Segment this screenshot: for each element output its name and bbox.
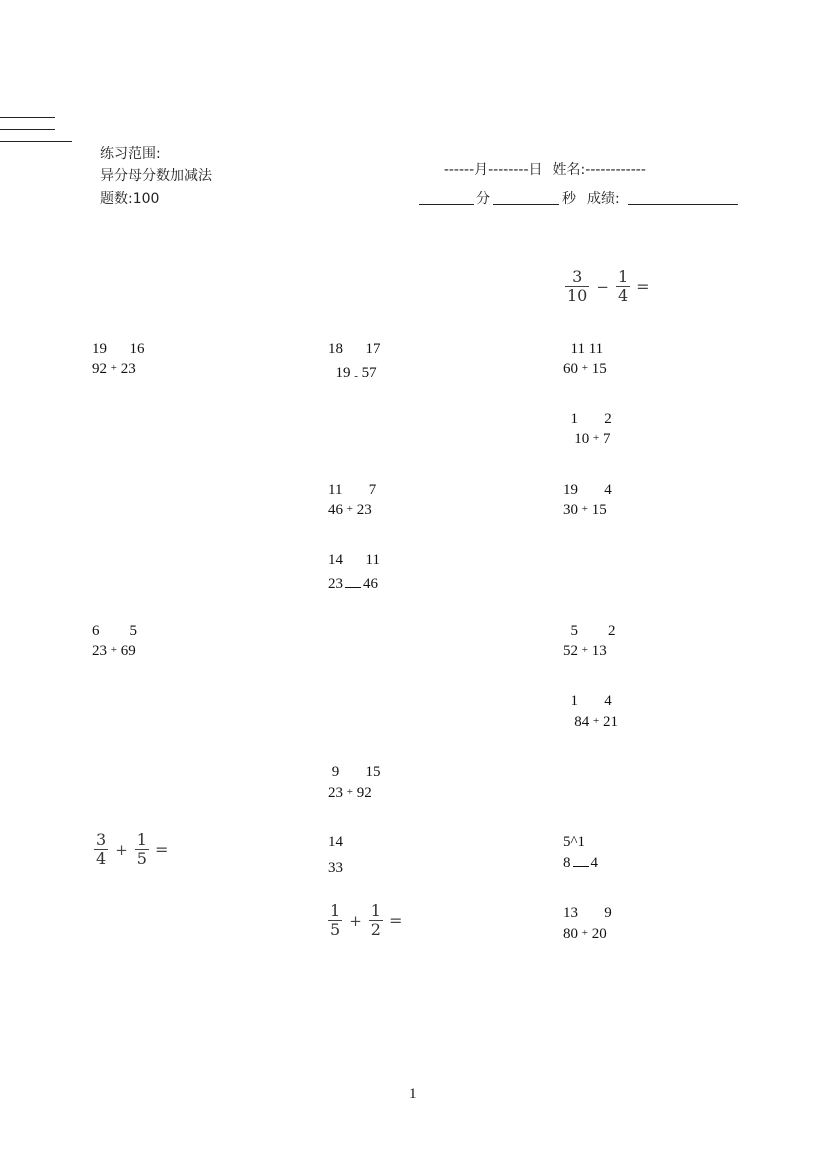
numerators-line: 5 2 bbox=[563, 623, 616, 639]
operator: + bbox=[349, 911, 362, 930]
denominator-a: 46 bbox=[328, 502, 343, 518]
numerators-line: 19 16 bbox=[92, 341, 145, 357]
denominators-line bbox=[563, 360, 607, 379]
equals-sign: = bbox=[154, 840, 169, 859]
numerators-line: 13 9 bbox=[563, 905, 612, 921]
equals-sign: = bbox=[636, 277, 650, 296]
day-blank: -------- bbox=[488, 162, 529, 178]
numerators-line: 6 5 bbox=[92, 623, 137, 639]
latex-problem bbox=[92, 831, 168, 868]
denominator-b: 69 bbox=[120, 643, 136, 659]
operator: + bbox=[110, 644, 117, 656]
denominators-line bbox=[563, 854, 598, 872]
numerator: 1 bbox=[330, 901, 341, 920]
operator: + bbox=[346, 786, 353, 798]
denominator-a: 80 bbox=[563, 926, 578, 942]
operator: + bbox=[581, 644, 588, 656]
day-label: 日 bbox=[528, 162, 543, 178]
denominator-b: 23 bbox=[356, 502, 372, 518]
operator: + bbox=[346, 503, 353, 515]
denominator-a: 19 bbox=[328, 365, 351, 381]
latex-problem bbox=[326, 902, 402, 939]
fraction bbox=[616, 268, 630, 305]
operator: + bbox=[581, 503, 588, 515]
denominator-b: 15 bbox=[591, 361, 607, 377]
page-number: 1 bbox=[409, 1086, 417, 1102]
numerators-line: 11 11 bbox=[563, 341, 604, 357]
corner-rule-1 bbox=[0, 117, 55, 118]
denominator-a: 8 bbox=[563, 855, 571, 871]
month-blank: ------ bbox=[443, 162, 475, 178]
numerators-line: 1 4 bbox=[563, 693, 612, 709]
denominator-a: 52 bbox=[563, 643, 578, 659]
denominator-b: 15 bbox=[591, 502, 607, 518]
numerators-line: 18 17 bbox=[328, 341, 381, 357]
denominator: 5 bbox=[136, 849, 147, 868]
operator: − bbox=[596, 277, 609, 296]
latex-problem bbox=[563, 268, 650, 305]
numerator: 3 bbox=[96, 830, 107, 849]
denominator-a: 23 bbox=[328, 785, 343, 801]
operator: + bbox=[593, 432, 600, 444]
denominator-a: 30 bbox=[563, 502, 578, 518]
denominators-line: 33 bbox=[328, 860, 343, 876]
denominator-a: 92 bbox=[92, 361, 107, 377]
denominator-b: 7 bbox=[602, 431, 611, 447]
denominator-b: 20 bbox=[591, 926, 607, 942]
minute-label: 分 bbox=[476, 191, 490, 207]
operator: + bbox=[110, 362, 117, 374]
denominators-line bbox=[92, 360, 136, 379]
denominator-b: 13 bbox=[591, 643, 607, 659]
score-blank bbox=[628, 204, 738, 205]
score-label: 成绩: bbox=[587, 191, 620, 207]
denominator-b: 23 bbox=[120, 361, 136, 377]
numerators-line: 14 11 bbox=[328, 552, 380, 568]
denominator-b: 57 bbox=[361, 365, 377, 381]
corner-rule-3 bbox=[0, 141, 72, 142]
denominator: 5 bbox=[330, 920, 341, 939]
numerator: 1 bbox=[617, 267, 629, 286]
denominators-line bbox=[328, 784, 372, 803]
denominator-a: 60 bbox=[563, 361, 578, 377]
denominator-b: 92 bbox=[356, 785, 372, 801]
denominator-a: 84 bbox=[563, 714, 590, 730]
denominator-b: 46 bbox=[363, 576, 378, 592]
denominator-a: 23 bbox=[328, 576, 343, 592]
fraction bbox=[135, 831, 149, 868]
answer-blank bbox=[345, 575, 361, 588]
denominators-line bbox=[563, 713, 618, 732]
denominators-line bbox=[563, 642, 607, 661]
numerators-line: 5^1 bbox=[563, 834, 586, 850]
denominator: 4 bbox=[617, 286, 629, 305]
topic-label: 异分母分数加减法 bbox=[100, 168, 212, 184]
numerator: 3 bbox=[572, 267, 583, 286]
operator: + bbox=[115, 840, 128, 859]
denominator-a: 23 bbox=[92, 643, 107, 659]
denominators-line bbox=[563, 501, 607, 520]
operator: + bbox=[581, 362, 588, 374]
corner-rule-2 bbox=[0, 129, 55, 130]
fraction bbox=[94, 831, 108, 868]
denominator-a: 10 bbox=[563, 431, 590, 447]
denominators-line bbox=[563, 925, 607, 944]
month-label: 月 bbox=[474, 162, 489, 178]
denominator: 2 bbox=[370, 920, 381, 939]
denominators-line bbox=[328, 575, 378, 593]
fraction bbox=[369, 902, 383, 939]
name-blank: ------------ bbox=[585, 162, 646, 178]
denominator-b: 4 bbox=[590, 855, 598, 871]
numerator: 1 bbox=[136, 830, 147, 849]
second-blank bbox=[493, 204, 559, 205]
operator: - bbox=[354, 370, 358, 382]
fraction bbox=[565, 268, 589, 305]
denominators-line bbox=[563, 430, 610, 449]
answer-blank bbox=[573, 854, 589, 867]
numerators-line: 9 15 bbox=[328, 764, 381, 780]
denominator: 10 bbox=[567, 286, 588, 305]
question-count: 题数:100 bbox=[100, 191, 160, 207]
second-label: 秒 bbox=[562, 191, 576, 207]
numerator: 1 bbox=[370, 901, 381, 920]
numerators-line: 1 2 bbox=[563, 411, 612, 427]
fraction bbox=[328, 902, 342, 939]
name-label: 姓名: bbox=[552, 162, 586, 178]
equals-sign: = bbox=[388, 911, 403, 930]
numerators-line: 11 7 bbox=[328, 482, 377, 498]
operator: + bbox=[581, 927, 588, 939]
range-label: 练习范围: bbox=[100, 146, 161, 162]
operator: + bbox=[593, 715, 600, 727]
denominators-line bbox=[92, 642, 136, 661]
denominator: 4 bbox=[96, 849, 107, 868]
numerators-line: 19 4 bbox=[563, 482, 612, 498]
denominators-line bbox=[328, 501, 372, 520]
minute-blank bbox=[419, 204, 474, 205]
numerators-line: 14 bbox=[328, 834, 343, 850]
denominators-line bbox=[328, 364, 377, 383]
denominator-b: 21 bbox=[602, 714, 618, 730]
